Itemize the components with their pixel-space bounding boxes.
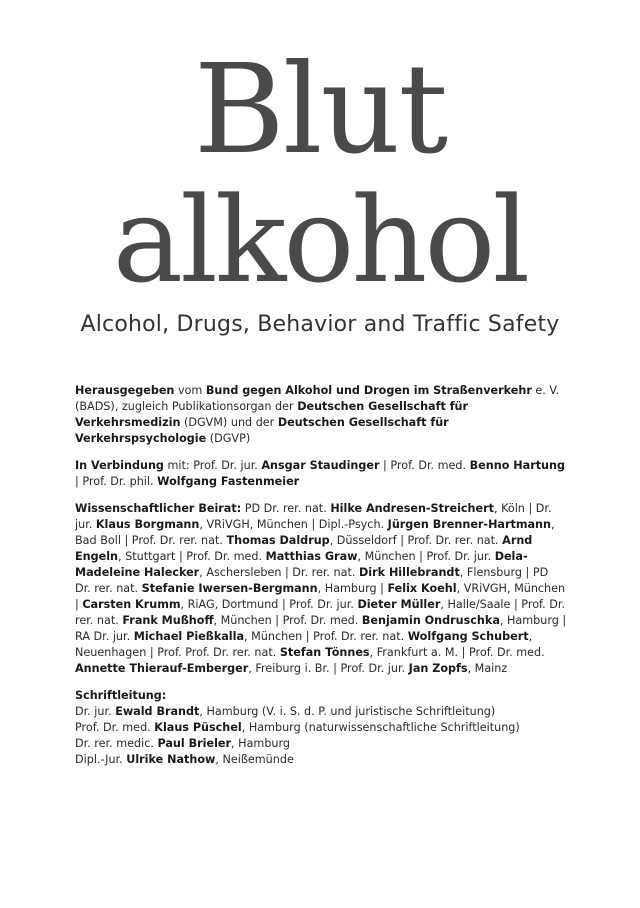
masthead-content: [75, 383, 567, 768]
advisory-board-paragraph: Wissenschaftlicher Beirat: PD Dr. rer. nat. Hilke Andresen-Streichert, Köln | Dr. jur. Klaus Borgmann, VRiVGH, München | Dipl.-Psych. Jürgen Brenner-Hartmann, Bad Boll | Prof. Dr. rer. nat. Thomas Daldrup, Düsseldorf | Prof. Dr. rer. nat. Arnd Engeln, Stuttgart | Prof. Dr. med. Matthias Graw, München | Prof. Dr. jur. Dela-Madeleine Halecker, Aschersleben | Dr. rer. nat. Dirk Hillebrandt, Flensburg | PD Dr. rer. nat. Stefanie Iwersen-Bergmann, Hamburg | Felix Koehl, VRiVGH, München | Carsten Krumm, RiAG, Dortmund | Prof. Dr. jur. Dieter Müller, Halle/Saale | Prof. Dr. rer. nat. Frank Mußhoff, München | Prof. Dr. med. Benjamin Ondruschka, Hamburg | RA Dr. jur. Michael Pießkalla, München | Prof. Dr. rer. nat. Wolfgang Schubert, Neuenhagen | Prof. Prof. Dr. rer. nat. Stefan Tönnes, Frankfurt a. M. | Prof. Dr. med. Annette Thierauf-Emberger, Freiburg i. Br. | Prof. Dr. jur. Jan Zopfs, Mainz: [75, 502, 567, 675]
editorial-heading: Schriftleitung:: [75, 689, 167, 702]
journal-title-line1: Blut: [193, 38, 447, 182]
editorial-line: Prof. Dr. med. Klaus Püschel, Hamburg (naturwissenschaftliche Schriftleitung): [75, 721, 520, 734]
journal-title-line2: alkohol: [112, 171, 528, 309]
publisher-paragraph: Herausgegeben vom Bund gegen Alkohol und Drogen im Straßenverkehr e. V. (BADS), zugleich Publikationsorgan der Deutschen Gesellschaft für Verkehrsmedizin (DGVM) und der Deutschen Gesellschaft für Verkehrspsychologie (DGVP): [75, 384, 560, 445]
editorial-line: Dr. rer. medic. Paul Brieler, Hamburg: [75, 737, 291, 750]
editorial-line: Dipl.-Jur. Ulrike Nathow, Neißemünde: [75, 753, 294, 766]
connection-paragraph: In Verbindung mit: Prof. Dr. jur. Ansgar Staudinger | Prof. Dr. med. Benno Hartung | Prof. Dr. phil. Wolfgang Fastenmeier: [75, 459, 565, 488]
editorial-line: Dr. jur. Ewald Brandt, Hamburg (V. i. S. d. P. und juristische Schriftleitung): [75, 705, 496, 718]
journal-subtitle: Alcohol, Drugs, Behavior and Traffic Safety: [80, 312, 560, 337]
editorial-section: [75, 688, 567, 768]
